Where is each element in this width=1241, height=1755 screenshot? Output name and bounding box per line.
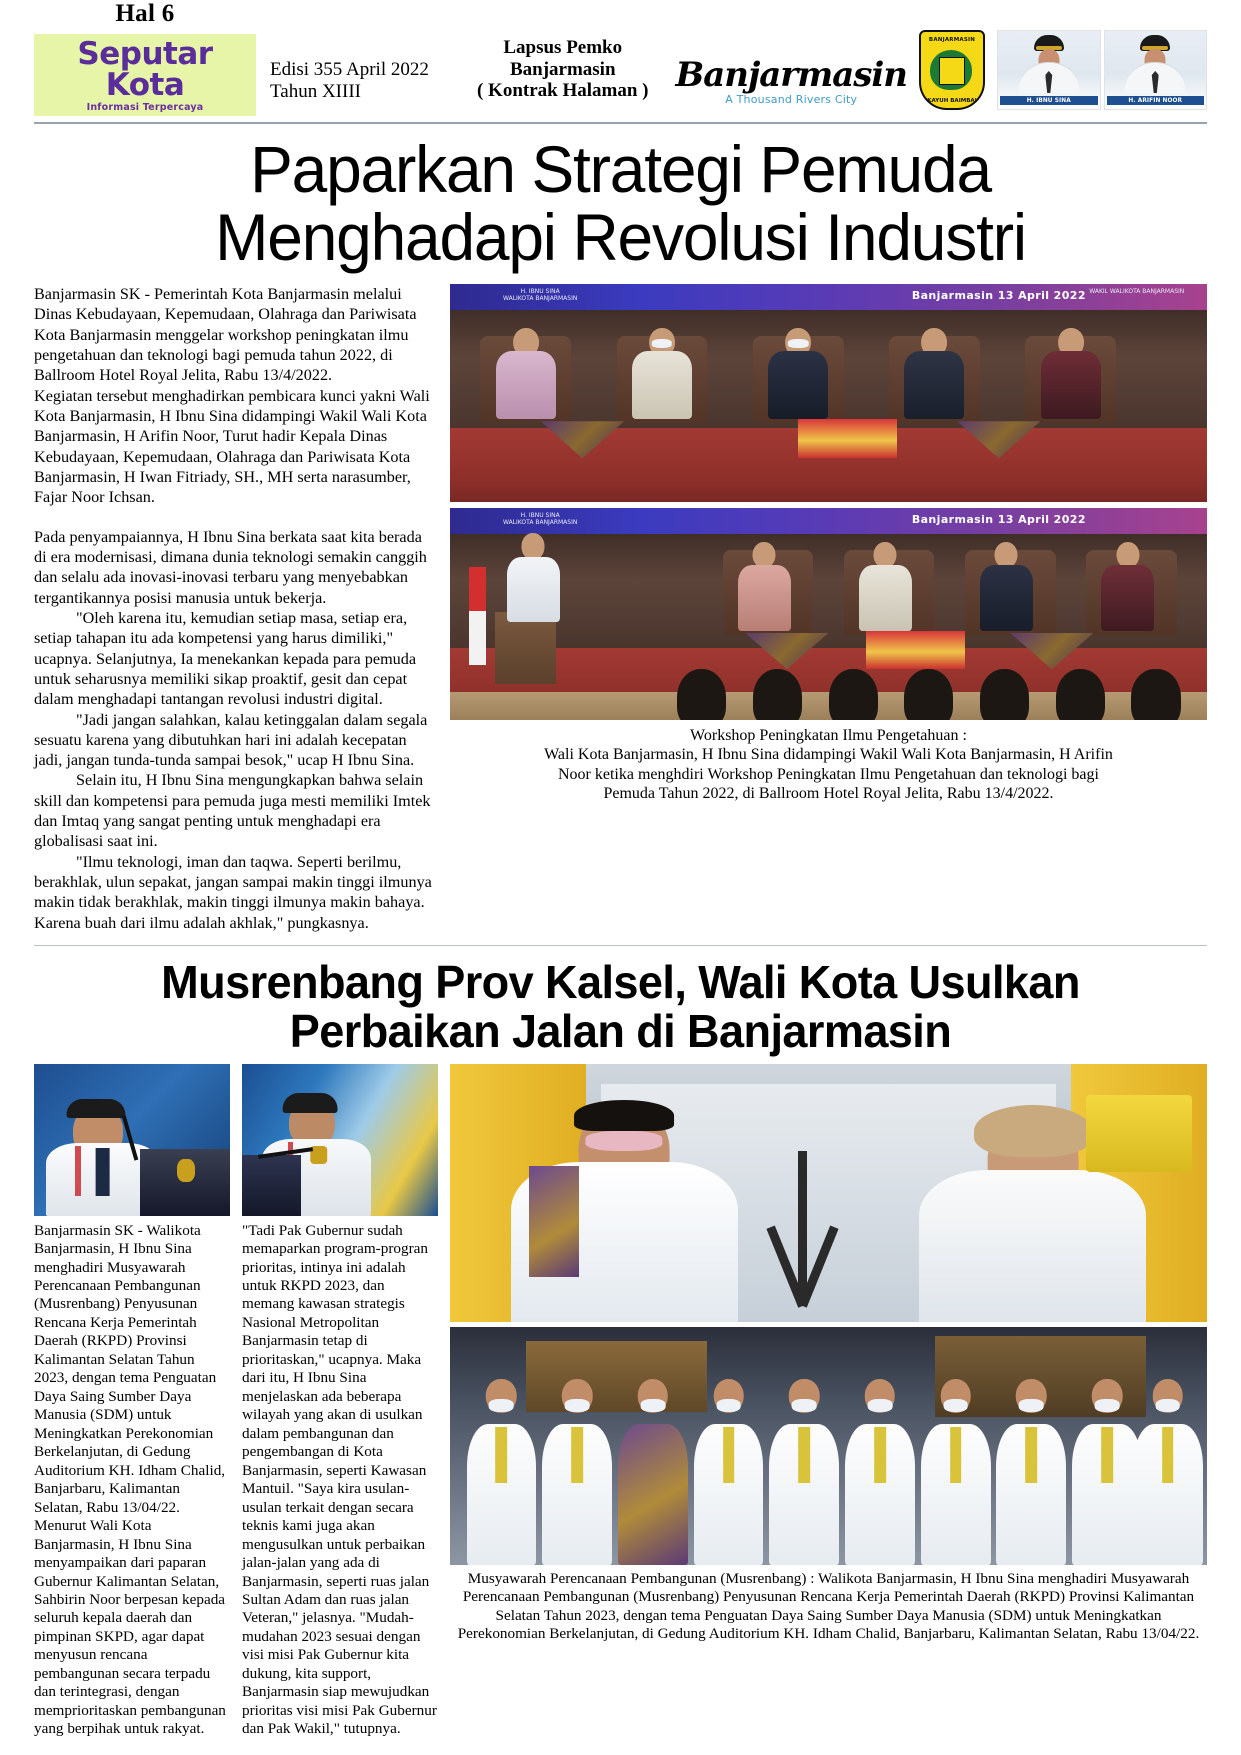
lanyard-icon [874, 1427, 886, 1483]
lanyard-icon [723, 1427, 735, 1483]
body-shape [1101, 565, 1154, 631]
peci-hat-icon [282, 1093, 337, 1113]
article2-text-two [242, 1222, 438, 1739]
banner-date-text: Banjarmasin 13 April 2022 [911, 288, 1086, 302]
article2-photo-speaker [242, 1064, 438, 1216]
body-shape [859, 565, 912, 631]
stage-speaker [764, 328, 832, 420]
article1-photo-bottom [450, 508, 1207, 720]
article-divider [34, 945, 1207, 946]
face-mask-icon [943, 1399, 968, 1412]
stage-speaker [492, 328, 560, 420]
caption-line: Wali Kota Banjarmasin, H Ibnu Sina didampingi Wakil Wali Kota Banjarmasin, H Arifin [544, 746, 1113, 764]
body-shape [507, 557, 560, 623]
publication-logo [34, 34, 256, 117]
article1-paragraph: Kegiatan tersebut menghadirkan pembicara kunci yakni Wali Kota Banjarmasin, H Ibnu Sina didampingi Wakil Wali Kota Banjarmasin, H Arifin Noor, Turut hadir Kepala Dinas Kebudayaan, Kepemudaan, Olahraga dan Pariwisata Kota Banjarmasin, H Iwan Fitriady, SH., MH serta narasumber, Fajar Noor Ichsan. [34, 386, 430, 507]
article2-paragraph: Banjarmasin SK - Walikota Banjarmasin, H Ibnu Sina menghadiri Musyawarah Perencanaan Pembangunan (Musrenbang) Penyusunan Rencana Kerja Pemerintah Daerah (RKPD) Provinsi Kalimantan Selatan Tahun 2023, dengan tema Penguatan Daya Saing Sumber Daya Manusia (SDM) untuk Meningkatkan Perekonomian Berkelanjutan, di Gedung Auditorium KH. Idham Chalid, Banjarbaru, Kalimantan Selatan, Rabu 13/04/22. Menurut Wali Kota Banjarmasin, H Ibnu Sina menyampaikan dari paparan Gubernur Kalimantan Selatan, Sahbirin Noor berpesan kepada seluruh kepala daerah dan pimpinan SKPD, agar dapat menyusun rencana pembangunan secara terpadu dan terintegrasi, dengan memprioritaskan pembangunan yang berpihak untuk rakyat. [34, 1221, 226, 1738]
article2-photo-caption [450, 1570, 1207, 1644]
face-mask-icon [565, 1399, 590, 1412]
article1-paragraph: "Oleh karena itu, kemudian setiap masa, setiap era, setiap tahapan itu ada kompetensi yang harus dimiliki," ucapnya. Selanjutnya, Ia menekankan kepada para pemuda untuk seharusnya memiliki sikap proaktif, gesit dan cepat dalam menghadapi tantangan revolusi industri digital. [34, 608, 417, 709]
audience-head [677, 669, 726, 720]
hair-shape [574, 1100, 674, 1131]
article1-paragraph: "Jadi jangan salahkan, kalau ketinggalan dalam segala sesuatu karena yang dibutuhkan hari ini adalah kecepatan jadi, jangan tunda-tunda sampai besok," ucap H Ibnu Sina. [34, 710, 428, 770]
caption-line: Perekonomian Berkelanjutan, di Gedung Auditorium KH. Idham Chalid, Banjarbaru, Kalimantan [457, 1625, 1050, 1643]
section-title-line1: Lapsus Pemko [503, 37, 623, 59]
face-mask-icon [1095, 1399, 1120, 1412]
red-tablecloth [866, 631, 964, 669]
article1-headline [52, 132, 1190, 274]
body-shape [904, 351, 964, 419]
body-shape [768, 351, 828, 419]
article1-text-column [34, 284, 434, 933]
indonesian-flag-icon [469, 567, 486, 665]
face-mask-icon [652, 339, 672, 347]
masthead-section-title [450, 37, 675, 116]
lanyard-icon [1026, 1427, 1038, 1483]
stage-speaker [900, 328, 968, 420]
caption-line: Workshop Peningkatan Ilmu Pengetahuan : [690, 726, 967, 744]
stage-speaker [734, 542, 795, 631]
face-mask-icon [716, 1399, 741, 1412]
face-mask-icon [788, 339, 808, 347]
audience-head [1131, 669, 1180, 720]
article1-paragraph: Pada penyampaiannya, H Ibnu Sina berkata saat kita berada di era modernisasi, dimana dunia teknologi semakin canggih dan selalu ada inovasi-inovasi terbaru yang menyebabkan tergantikannya posisi manusia untuk bekerja. [34, 527, 427, 607]
edition-line: Edisi 355 April 2022 [270, 59, 429, 81]
officials-photos [997, 30, 1207, 110]
stage-banner [450, 284, 1207, 310]
city-brand-tagline: A Thousand Rivers City [725, 93, 858, 106]
official-portrait-mayor [997, 30, 1101, 110]
group-member [692, 1379, 765, 1565]
face-mask-icon [489, 1399, 514, 1412]
publication-name: Seputar Kota [77, 35, 213, 103]
article1-photo-caption [450, 726, 1207, 804]
article1-paragraph: Banjarmasin SK - Pemerintah Kota Banjarmasin melalui Dinas Kebudayaan, Kepemudaan, Olahraga dan Pariwisata Kota Banjarmasin menggelar workshop peningkatan ilmu pengetahuan dan teknologi bagi pemuda tahun 2022, di Ballroom Hotel Royal Jelita, Rabu 13/4/2022. [34, 284, 417, 385]
red-tablecloth [798, 419, 896, 458]
speaking-podium [495, 612, 556, 684]
article2-headline-line1: Musrenbang Prov Kalsel, Wali Kota Usulkan [161, 956, 1080, 1009]
face-mask-icon [1155, 1399, 1180, 1412]
masthead-logo-block [34, 1, 256, 117]
lanyard-icon [496, 1427, 508, 1483]
face-shape [522, 533, 545, 559]
body-shape [738, 565, 791, 631]
section-title-line3: ( Kontrak Halaman ) [476, 80, 649, 102]
lanyard-icon [1162, 1427, 1174, 1483]
city-brand-name: Banjarmasin [675, 54, 907, 95]
article2-paragraph: "Tadi Pak Gubernur sudah memaparkan program-progran prioritas, intinya ini adalah untuk RKPD 2023, dan memang kawasan strategis Nasional Metropolitan Banjarmasin tetap di prioritaskan," ucapnya. Maka dari itu, H Ibnu Sina menjelaskan ada beberapa wilayah yang akan di usulkan dalam pembangunan dan pengembangan di Kota Banjarmasin, seperti Kawasan Mantuil. "Saya kira usulan-usulan terkait dengan secara teknis kami juga akan mengusulkan untuk perbaikan jalan-jalan yang ada di Banjarmasin, seperti ruas jalan Sultan Adam dan ruas jalan Veteran," jelasnya. "Mudah-mudahan 2023 sesuai dengan visi misi Pak Gubernur kita dukung, kita support, Banjarmasin siap mewujudkan prioritas visi misi Pak Gubernur dan Pak Wakil," tutupnya. [242, 1221, 437, 1738]
official-name-mayor: H. IBNU SINA [1000, 96, 1098, 105]
official-portrait-vicemayor [1104, 30, 1208, 110]
group-member [768, 1379, 841, 1565]
city-seal-container [907, 30, 997, 116]
article2-text-one [34, 1222, 230, 1739]
article2-photo-bottom [450, 1327, 1207, 1565]
article2-text-columns [34, 1064, 438, 1739]
masthead [34, 0, 1207, 116]
lanyard-icon [75, 1146, 81, 1196]
masthead-divider [34, 122, 1207, 124]
article2-headline [46, 958, 1196, 1056]
city-seal-icon [919, 30, 985, 110]
official-name-vicemayor: H. ARIFIN NOOR [1107, 96, 1205, 105]
stage-banner [450, 508, 1207, 534]
audience-head [753, 669, 802, 720]
edition-info [256, 59, 450, 116]
body-shape [980, 565, 1033, 631]
audience-head [980, 669, 1029, 720]
seal-bottom-text: KAYUH BAIMBAI [927, 98, 977, 104]
caption-line: Noor ketika menghdiri Workshop Peningkatan Ilmu Pengetahuan dan teknologi bagi [558, 765, 1099, 783]
group-member [844, 1379, 917, 1565]
article2-headline-line2: Perbaikan Jalan di Banjarmasin [289, 1004, 952, 1057]
caption-line: Tahun 2023, dengan tema Penguatan Daya Saing Sumber Daya Manusia (SDM) untuk Meningkatkan [543, 1606, 1162, 1624]
batik-shirt [618, 1424, 688, 1565]
publication-tagline: Informasi Terpercaya [86, 101, 204, 113]
page-number: Hal 6 [115, 0, 175, 27]
peci-hat-icon [66, 1099, 125, 1119]
article1-body [34, 284, 1207, 933]
face-mask-icon [641, 1399, 666, 1412]
garuda-emblem-icon [177, 1159, 195, 1182]
article1-paragraph: "Ilmu teknologi, iman dan taqwa. Seperti berilmu, berakhlak, ulun sepakat, jangan sampai makin tinggi ilmunya makin tidak berakhlak, makin tinggi ilmunya makin bahaya. Karena buah dari ilmu adalah akhlak," pungkasnya. [34, 852, 432, 932]
body-shape [632, 351, 692, 419]
conference-figure-left [511, 1100, 738, 1322]
seal-emblem-icon [930, 50, 972, 90]
article2-column-one [34, 1064, 230, 1739]
edition-year-line: Tahun XIIII [270, 80, 361, 102]
caption-line: Walikota Banjarmasin, H Ibnu Sina menghadiri Musyawarah Perencanaan Pembangunan [462, 1569, 1190, 1606]
section-title-line2: Banjarmasin [509, 58, 616, 80]
audience-head [829, 669, 878, 720]
face-mask-icon [585, 1131, 662, 1151]
podium-speaker [503, 533, 564, 622]
article1-media-column [450, 284, 1207, 933]
group-member [541, 1379, 614, 1565]
article2-photo-mayor [34, 1064, 230, 1216]
lanyard-icon [571, 1427, 583, 1483]
city-brand-logo [675, 54, 907, 116]
lanyard-icon [798, 1427, 810, 1483]
lanyard-icon [950, 1427, 962, 1483]
face-mask-icon [1019, 1399, 1044, 1412]
officials-portrait-block [997, 30, 1207, 116]
yellow-bag-icon [1086, 1095, 1192, 1172]
face-mask-icon [868, 1399, 893, 1412]
group-member [465, 1379, 538, 1565]
audience-head [1056, 669, 1105, 720]
article2-photo-top [450, 1064, 1207, 1322]
uniform-shape [919, 1170, 1146, 1322]
article1-headline-line2: Menghadapi Revolusi Industri [215, 199, 1026, 274]
stage-speaker [628, 328, 696, 420]
article2-body [34, 1064, 1207, 1739]
lanyard-icon [1101, 1427, 1113, 1483]
face-mask-icon [792, 1399, 817, 1412]
caption-line: Pemuda Tahun 2022, di Ballroom Hotel Royal Jelita, Rabu 13/4/2022. [603, 785, 1054, 803]
group-member [1131, 1379, 1204, 1565]
audience-head [904, 669, 953, 720]
body-shape [1041, 351, 1101, 419]
article1-headline-line1: Paparkan Strategi Pemuda [250, 132, 991, 206]
hijab-icon [974, 1105, 1092, 1157]
podium-shape [242, 1155, 301, 1216]
banner-right-label: WAKIL WALIKOTA BANJARMASIN [1089, 287, 1185, 295]
article2-column-two [242, 1064, 438, 1739]
banner-left-label: H. IBNU SINA WALIKOTA BANJARMASIN [502, 511, 578, 527]
group-member [995, 1379, 1068, 1565]
caption-line: (Musrenbang) Penyusunan Rencana Kerja Pemerintah Daerah (RKPD) Provinsi Kalimantan Selatan [495, 1588, 1195, 1624]
necktie-icon [95, 1148, 110, 1196]
banner-date-text: Banjarmasin 13 April 2022 [911, 512, 1086, 526]
stage-speaker [855, 542, 916, 631]
article1-photo-top [450, 284, 1207, 502]
stage-speaker [976, 542, 1037, 631]
caption-line: Selatan, Rabu 13/04/22. [1053, 1625, 1200, 1643]
body-shape [496, 351, 556, 419]
stage-speaker [1037, 328, 1105, 420]
group-member [617, 1379, 690, 1565]
group-member [919, 1379, 992, 1565]
article1-paragraph: Selain itu, H Ibnu Sina mengungkapkan bahwa selain skill dan kompetensi para pemuda juga mesti memiliki Imtek dan Imtaq yang sangat penting untuk menghadapi era globalisasi saat ini. [34, 771, 431, 851]
article2-media-column [450, 1064, 1207, 1739]
camera-tripod-icon [798, 1151, 807, 1306]
stage-speaker [1097, 542, 1158, 631]
seal-top-text: BANJARMASIN [928, 37, 976, 43]
banner-left-label: H. IBNU SINA WALIKOTA BANJARMASIN [502, 287, 578, 303]
batik-sash [529, 1166, 579, 1277]
caption-line: Musyawarah Perencanaan Pembangunan (Musrenbang) : [467, 1569, 815, 1587]
